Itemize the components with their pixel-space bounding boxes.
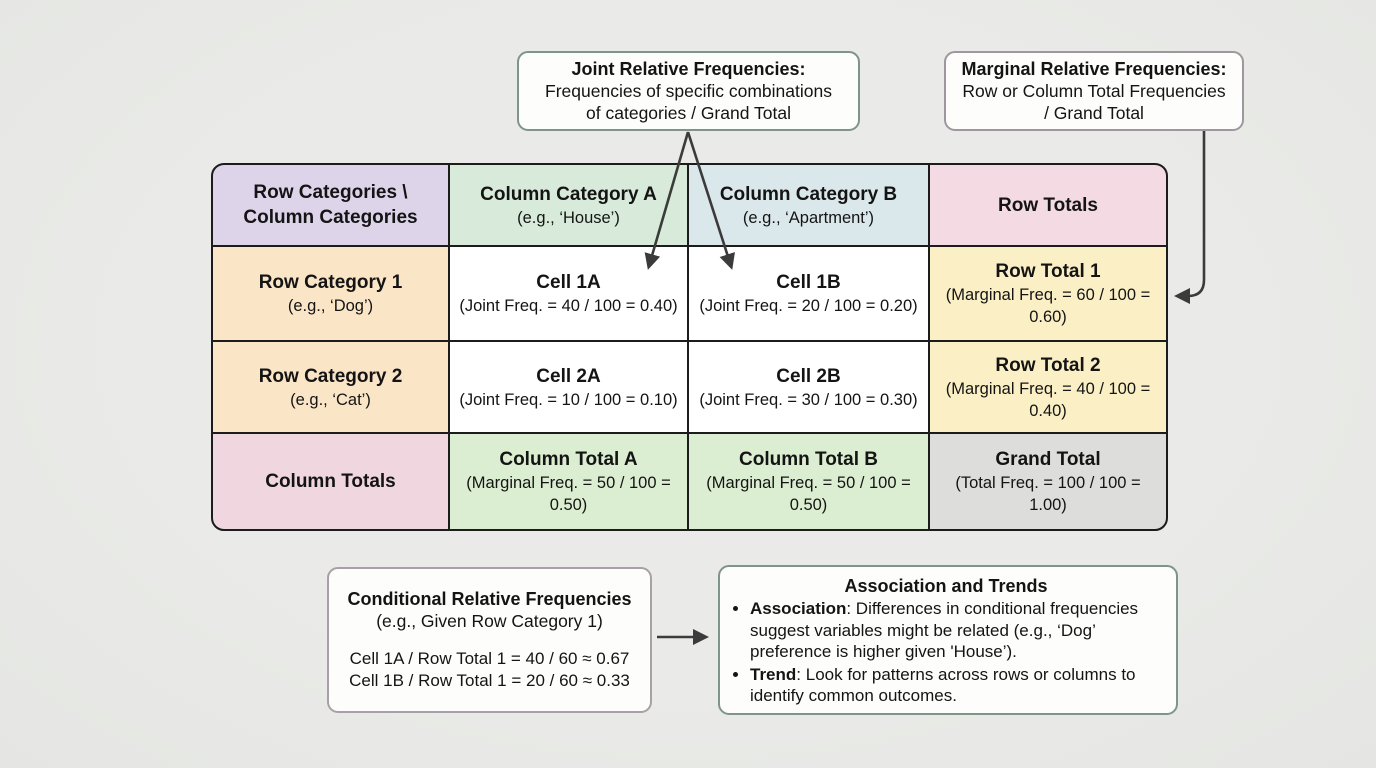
table-cell-row-totals-header (930, 165, 1166, 247)
column-total-b-title: Column Total B (739, 449, 878, 470)
table-cell-1a (450, 247, 689, 342)
grand-total-title: Grand Total (995, 449, 1101, 470)
marginal-relative-frequencies-callout (944, 51, 1244, 131)
column-category-b-title: Column Category B (719, 183, 898, 205)
cell-2b-sub: (Joint Freq. = 30 / 100 = 0.30) (699, 390, 918, 409)
marginal-callout-line2: / Grand Total (1044, 103, 1144, 123)
arrow-marginal-to-row-total-1-icon (1178, 131, 1204, 296)
association-bullet-list (726, 598, 1166, 708)
joint-callout-line2: of categories / Grand Total (586, 103, 791, 123)
conditional-formula-1: Cell 1A / Row Total 1 = 40 / 60 ≈ 0.67 (349, 649, 630, 668)
row-category-1-sub: (e.g., ‘Dog’) (287, 297, 374, 315)
column-totals-label: Column Totals (265, 471, 396, 492)
joint-callout-line1: Frequencies of specific combinations (545, 81, 832, 101)
table-cell-1b (689, 247, 930, 342)
row-total-1-sub: (Marginal Freq. = 60 / 100 = 0.60) (945, 286, 1151, 326)
association-bullet-rest: : Differences in conditional frequencies suggest variables might be related (e.g., ‘Dog’ preference is higher given 'House’). (750, 599, 1139, 661)
cell-2a-sub: (Joint Freq. = 10 / 100 = 0.10) (459, 390, 678, 409)
association-callout-title: Association and Trends (844, 576, 1048, 596)
joint-relative-frequencies-callout (517, 51, 860, 131)
cell-1b-title: Cell 1B (776, 272, 841, 293)
column-total-a-title: Column Total A (499, 449, 638, 470)
trend-bullet-lead: Trend (750, 664, 797, 684)
row-category-2-sub: (e.g., ‘Cat’) (290, 390, 371, 409)
cell-1a-title: Cell 1A (536, 272, 601, 293)
column-category-b-sub: (e.g., ‘Apartment’) (742, 208, 875, 227)
row-category-1-title: Row Category 1 (258, 272, 403, 293)
cell-1b-sub: (Joint Freq. = 20 / 100 = 0.20) (699, 297, 918, 315)
table-cell-2b (689, 342, 930, 434)
column-total-a-sub: (Marginal Freq. = 50 / 100 = 0.50) (466, 474, 671, 514)
table-cell-corner-header (213, 165, 450, 247)
conditional-callout-subtitle: (e.g., Given Row Category 1) (376, 611, 603, 631)
association-and-trends-callout (718, 565, 1178, 715)
row-total-1-title: Row Total 1 (995, 261, 1101, 282)
spacer (329, 632, 650, 648)
table-cell-column-category-a-header (450, 165, 689, 247)
association-bullet-lead: Association (750, 599, 847, 618)
association-bullet (750, 598, 1166, 663)
corner-header-line1: Row Categories \ (253, 182, 408, 203)
column-category-a-sub: (e.g., ‘House’) (517, 208, 620, 227)
table-cell-row-category-1 (213, 247, 450, 342)
table-cell-column-totals-label (213, 434, 450, 529)
table-cell-row-total-2 (930, 342, 1166, 434)
table-cell-column-total-b (689, 434, 930, 529)
marginal-callout-line1: Row or Column Total Frequencies (962, 81, 1226, 101)
table-cell-column-total-a (450, 434, 689, 529)
row-total-2-sub: (Marginal Freq. = 40 / 100 = 0.40) (945, 379, 1151, 420)
trend-bullet-rest: : Look for patterns across rows or columns to identify common outcomes. (750, 664, 1136, 705)
row-category-2-title: Row Category 2 (258, 365, 403, 387)
frequency-table (211, 163, 1168, 531)
conditional-formula-2: Cell 1B / Row Total 1 = 20 / 60 ≈ 0.33 (349, 671, 630, 690)
column-total-b-sub: (Marginal Freq. = 50 / 100 = 0.50) (706, 474, 911, 514)
table-cell-row-category-2 (213, 342, 450, 434)
marginal-callout-title: Marginal Relative Frequencies: (961, 59, 1227, 79)
table-cell-column-category-b-header (689, 165, 930, 247)
conditional-callout-title: Conditional Relative Frequencies (347, 589, 632, 609)
corner-header-line2: Column Categories (243, 207, 418, 228)
row-total-2-title: Row Total 2 (995, 354, 1101, 376)
cell-2b-title: Cell 2B (776, 365, 841, 387)
cell-1a-sub: (Joint Freq. = 40 / 100 = 0.40) (459, 297, 678, 315)
conditional-relative-frequencies-callout (327, 567, 652, 713)
joint-callout-title: Joint Relative Frequencies: (571, 59, 806, 79)
table-cell-row-total-1 (930, 247, 1166, 342)
table-cell-grand-total (930, 434, 1166, 529)
table-cell-2a (450, 342, 689, 434)
row-totals-header-label: Row Totals (998, 194, 1098, 216)
grand-total-sub: (Total Freq. = 100 / 100 = 1.00) (955, 474, 1141, 514)
column-category-a-title: Column Category A (480, 183, 657, 205)
cell-2a-title: Cell 2A (536, 365, 601, 387)
trend-bullet (750, 664, 1166, 707)
